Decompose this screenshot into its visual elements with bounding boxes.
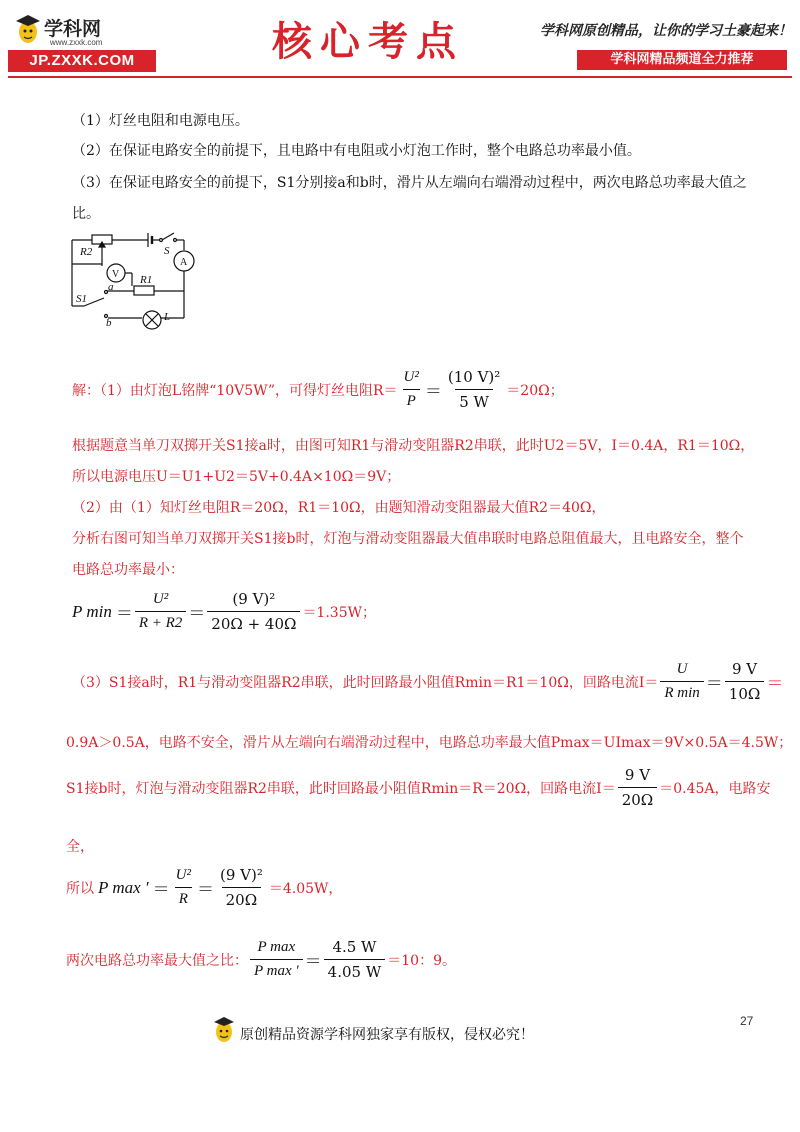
solution-line-2: 根据题意当单刀双掷开关S1接a时，由图可知R1与滑动变阻器R2串联，此时U2＝5V，I＝0.4A，R1＝10Ω， [72, 438, 755, 454]
solution-line-13: 两次电路总功率最大值之比： $\frac{\text{P max}}{\text{P max ′}}$ ＝ $\frac{4.5 W}{4.05 W}$ ＝10：9。 [66, 938, 456, 981]
fraction-u-over-rmin: $\frac{U}{\text{R min}}$ [660, 661, 703, 702]
fraction-u2-over-r-plus-r2: $\frac{\text{U²}}{R + R2}$ [135, 591, 186, 632]
switch-s1 [84, 298, 104, 306]
fraction-u2-over-p: $\frac{\text{U²}}{P}$ [403, 369, 419, 409]
copyright-notice: 原创精品资源学科网独家享有版权，侵权必究！ [240, 1027, 534, 1043]
fraction-9v-over-10: $\frac{9 V}{10\Omega}$ [725, 660, 765, 703]
logo-mascot-icon [14, 12, 42, 46]
label-r1: R1 [140, 274, 153, 286]
brand-domain-badge: JP.ZXXK.COM [8, 50, 156, 72]
question-3-cont: 比。 [72, 206, 100, 222]
solution-line-5: 分析右图可知当单刀双掷开关S1接b时，灯泡与滑动变阻器最大值串联时电路总阻值最大，且电路安全，整个 [72, 531, 744, 547]
label-a: A [180, 257, 188, 268]
footer-mascot-icon [212, 1014, 236, 1044]
fraction-10v2-over-5w: $\frac{\text{(10 V)²}}{5 W}$ [447, 368, 501, 411]
label-s1: S1 [76, 293, 87, 305]
solution-line-12: 所以 P max ′ ＝ $\frac{\text{U²}}{R}$ ＝ $\frac{\text{(9 V)²}}{20\Omega}$ ＝4.05W， [66, 866, 343, 909]
channel-badge: 学科网精品频道全力推荐 [577, 50, 787, 70]
circuit-diagram [62, 228, 212, 340]
page-title: 核心考点 [272, 18, 464, 65]
r1-resistor [134, 286, 154, 295]
solution-line-8: （3）S1接a时，R1与滑动变阻器R2串联，此时回路最小阻值Rmin＝R1＝10Ω，回路电流I＝ $\frac{U}{\text{R min}}$ ＝ $\frac{9 V}{10\Omega}$ ＝ [72, 660, 784, 703]
label-v: V [112, 269, 120, 280]
fraction-9v2-over-60: $\frac{\text{(9 V)²}}{20\Omega + 40\Omega}$ [207, 590, 300, 633]
solution-line-7: P min ＝ $\frac{\text{U²}}{R + R2}$ ＝ $\frac{\text{(9 V)²}}{20\Omega + 40\Omega}$ ＝1.35W； [72, 590, 376, 633]
question-2: （2）在保证电路安全的前提下，且电路中有电阻或小灯泡工作时，整个电路总功率最小值。 [72, 143, 641, 159]
brand-name: 学科网 [44, 18, 102, 40]
label-r2: R2 [80, 246, 93, 258]
switch-s [162, 233, 174, 240]
fraction-9v2-over-20: $\frac{\text{(9 V)²}}{20\Omega}$ [219, 866, 263, 909]
brand-url: www.zxxk.com [50, 38, 103, 47]
solution-line-11: 全， [66, 839, 94, 855]
label-b-terminal: b [106, 317, 112, 329]
slogan: 学科网原创精品，让你的学习土豪起来！ [540, 23, 792, 39]
page-number: 27 [740, 1014, 754, 1028]
question-3: （3）在保证电路安全的前提下，S1分别接a和b时，滑片从左端向右端滑动过程中，两次电路总功率最大值之 [72, 175, 747, 191]
solution-line-6: 电路总功率最小： [72, 562, 184, 578]
solution-line-10: S1接b时，灯泡与滑动变阻器R2串联，此时回路最小阻值Rmin＝R＝20Ω，回路电流I＝ $\frac{9 V}{20\Omega}$ ＝0.45A，电路安 [66, 766, 771, 809]
solution-line-9: 0.9A＞0.5A，电路不安全，滑片从左端向右端滑动过程中，电路总功率最大值Pmax＝UImax＝9V×0.5A＝4.5W； [66, 735, 793, 751]
label-a-terminal: a [108, 281, 114, 293]
fraction-9v-over-20: $\frac{9 V}{20\Omega}$ [618, 766, 658, 809]
solution-line-3: 所以电源电压U＝U1+U2＝5V+0.4A×10Ω＝9V； [72, 469, 401, 485]
label-l: L [164, 311, 171, 323]
fraction-u2-over-r: $\frac{\text{U²}}{R}$ [175, 867, 191, 907]
header-divider [8, 76, 792, 78]
solution-line-4: （2）由（1）知灯丝电阻R＝20Ω，R1＝10Ω，由题知滑动变阻器最大值R2＝40Ω， [72, 500, 606, 516]
solution-line-1: 解：（1）由灯泡L铭牌“10V5W”，可得灯丝电阻R＝ $\frac{\text{U²}}{P}$ ＝ $\frac{\text{(10 V)²}}{5 W}$ ＝20Ω； [72, 368, 564, 411]
question-1: （1）灯丝电阻和电源电压。 [72, 113, 249, 129]
fraction-4-5w-over-4-05w: $\frac{4.5 W}{4.05 W}$ [324, 938, 386, 981]
fraction-pmax-over-pmax-prime: $\frac{\text{P max}}{\text{P max ′}}$ [250, 939, 303, 980]
label-s: S [164, 245, 170, 257]
